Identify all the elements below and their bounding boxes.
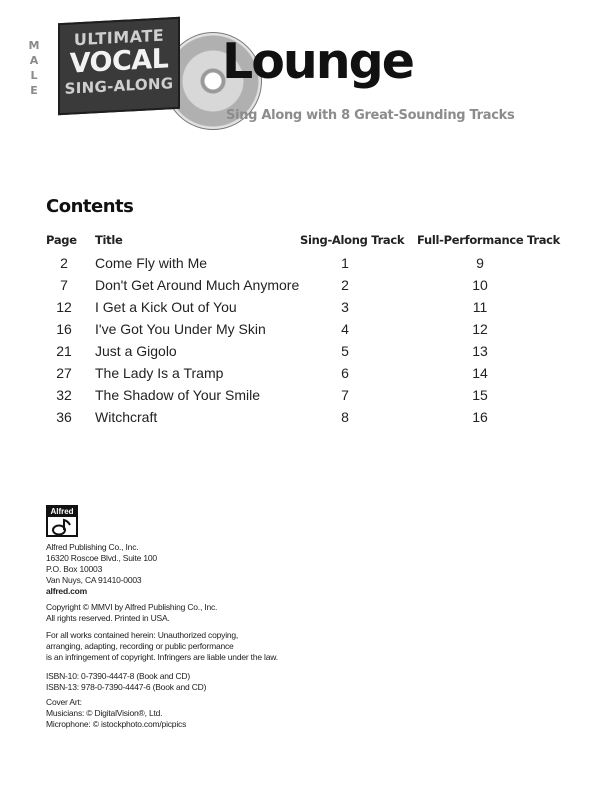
row-title: The Lady Is a Tramp: [95, 365, 224, 381]
row-page: 12: [56, 299, 72, 315]
row-page: 16: [56, 321, 72, 337]
row-page: 36: [56, 409, 72, 425]
table-row: [0, 255, 600, 277]
contents-heading: Contents: [46, 196, 134, 217]
music-note-icon: [51, 518, 73, 536]
alfred-logo: [46, 505, 78, 537]
row-page: 2: [60, 255, 68, 271]
isbn-line: ISBN-10: 0-7390-4447-8 (Book and CD): [46, 671, 190, 681]
series-logo: [58, 20, 208, 112]
notice-line: For all works contained herein: Unauthorized copying,: [46, 630, 239, 640]
table-row: [0, 343, 600, 365]
address-line: Alfred Publishing Co., Inc.: [46, 542, 139, 552]
row-title: I've Got You Under My Skin: [95, 321, 266, 337]
row-page: 27: [56, 365, 72, 381]
table-row: [0, 409, 600, 431]
credits-line: Cover Art:: [46, 697, 82, 707]
column-header-full-performance: Full-Performance Track: [417, 233, 561, 247]
copyright-line: All rights reserved. Printed in USA.: [46, 613, 170, 623]
notice-line: is an infringement of copyright. Infringers are liable under the law.: [46, 652, 278, 662]
credits-line: Musicians: © DigitalVision®, Ltd.: [46, 708, 163, 718]
row-sing-along-track: 5: [341, 343, 349, 359]
voice-type-label: [27, 38, 43, 98]
row-full-performance-track: 16: [472, 409, 488, 425]
voice-type-letter: A: [29, 54, 41, 67]
copyright-block: [46, 602, 217, 624]
row-full-performance-track: 13: [472, 343, 488, 359]
isbn-line: ISBN-13: 978-0-7390-4447-6 (Book and CD): [46, 682, 207, 692]
notice-line: arranging, adapting, recording or public performance: [46, 641, 234, 651]
series-logo-box: [58, 17, 180, 115]
row-page: 7: [60, 277, 68, 293]
voice-type-letter: E: [30, 84, 40, 97]
series-logo-line2: VOCAL: [69, 43, 169, 80]
row-full-performance-track: 14: [472, 365, 488, 381]
row-title: Don't Get Around Much Anymore: [95, 277, 300, 293]
column-header-page: Page: [46, 233, 77, 247]
credits-line: Microphone: © istockphoto.com/picpics: [46, 719, 187, 729]
column-header-sing-along: Sing-Along Track: [300, 233, 405, 247]
table-row: [0, 277, 600, 299]
table-row: [0, 387, 600, 409]
row-sing-along-track: 6: [341, 365, 349, 381]
voice-type-letter: L: [30, 69, 40, 82]
book-subtitle: Sing Along with 8 Great-Sounding Tracks: [226, 108, 515, 123]
row-sing-along-track: 8: [341, 409, 349, 425]
address-line: 16320 Roscoe Blvd., Suite 100: [46, 553, 157, 563]
row-sing-along-track: 3: [341, 299, 349, 315]
column-header-title: Title: [95, 233, 123, 247]
voice-type-letter: M: [28, 39, 42, 52]
legal-notice: [46, 630, 278, 663]
row-sing-along-track: 1: [341, 255, 349, 271]
row-full-performance-track: 12: [472, 321, 488, 337]
row-title: The Shadow of Your Smile: [95, 387, 260, 403]
row-title: Witchcraft: [95, 409, 158, 425]
row-full-performance-track: 10: [472, 277, 488, 293]
address-line: P.O. Box 10003: [46, 564, 103, 574]
row-full-performance-track: 9: [476, 255, 484, 271]
row-sing-along-track: 4: [341, 321, 349, 337]
row-page: 32: [56, 387, 72, 403]
table-row: [0, 299, 600, 321]
table-row: [0, 321, 600, 343]
row-full-performance-track: 15: [472, 387, 488, 403]
alfred-logo-text: Alfred: [48, 507, 76, 517]
series-logo-line1: ULTIMATE: [73, 25, 165, 50]
book-title: Lounge: [222, 33, 413, 90]
isbn-block: [46, 671, 206, 693]
copyright-line: Copyright © MMVI by Alfred Publishing Co., Inc.: [46, 602, 218, 612]
row-sing-along-track: 2: [341, 277, 349, 293]
row-title: I Get a Kick Out of You: [95, 299, 237, 315]
row-title: Just a Gigolo: [95, 343, 177, 359]
credits-block: [46, 697, 186, 730]
row-full-performance-track: 11: [472, 299, 488, 315]
row-page: 21: [56, 343, 72, 359]
table-row: [0, 365, 600, 387]
series-logo-line3: SING-ALONG: [64, 74, 174, 98]
publisher-address: [46, 542, 157, 597]
publisher-website-link[interactable]: alfred.com: [46, 586, 87, 596]
row-sing-along-track: 7: [341, 387, 349, 403]
address-line: Van Nuys, CA 91410-0003: [46, 575, 142, 585]
row-title: Come Fly with Me: [95, 255, 208, 271]
